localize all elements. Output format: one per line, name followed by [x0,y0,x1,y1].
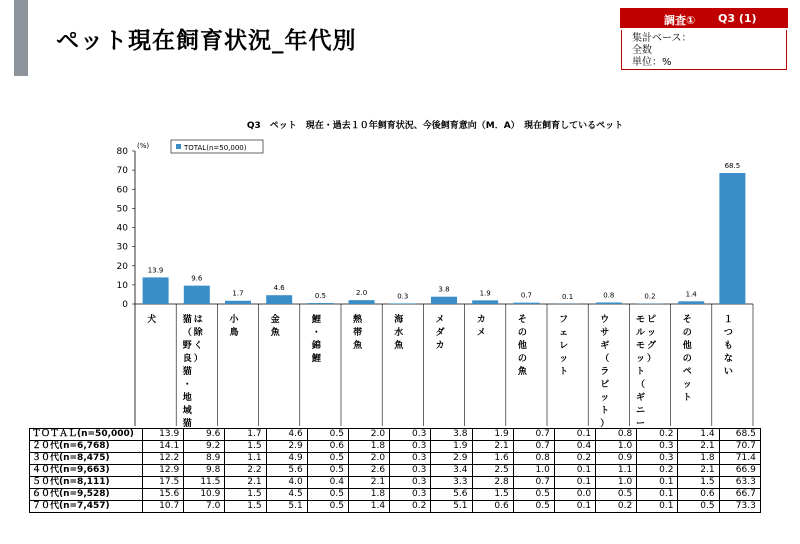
category-label: 鯉・錦鯉 [311,315,321,364]
bar [596,302,622,304]
table-cell: 0.5 [307,453,348,465]
table-cell: 1.5 [225,441,266,453]
table-cell: 2.0 [348,429,389,441]
table-cell: 0.1 [554,465,595,477]
table-cell: 7.0 [184,501,225,513]
y-axis-unit: (%) [137,142,150,150]
table-cell: 12.9 [143,465,184,477]
table-cell: 0.0 [554,489,595,501]
legend-label: TOTAL(n=50,000) [184,144,247,152]
bar [513,303,539,304]
table-cell: 0.3 [637,441,678,453]
table-cell: 3.4 [431,465,472,477]
table-cell: 1.9 [472,429,513,441]
category-label: 海水魚 [394,315,404,351]
table-cell: 11.5 [184,477,225,489]
bar [143,277,169,304]
category-label: ピッグ） [646,315,657,364]
table-cell: 1.4 [348,501,389,513]
row-label: ５０代(n=8,111) [30,477,143,489]
meta-base: 集計ベース： [632,33,692,44]
table-cell: 0.2 [637,465,678,477]
table-cell: 9.2 [184,441,225,453]
table-cell: 2.9 [266,441,307,453]
table-cell: 2.0 [348,453,389,465]
table-cell: 4.9 [266,453,307,465]
table-cell: 0.9 [596,453,637,465]
table-cell: 1.7 [225,429,266,441]
table-cell: 4.5 [266,489,307,501]
category-label: フェレット [559,315,569,377]
data-label: 1.9 [479,289,491,298]
table-cell: 1.5 [225,489,266,501]
table-cell: 2.1 [225,477,266,489]
table-cell: 9.8 [184,465,225,477]
table-cell: 1.5 [678,477,719,489]
y-tick-label: 10 [116,280,128,291]
data-label: 9.6 [191,274,203,283]
row-label: ２０代(n=6,768) [30,441,143,453]
y-tick-label: 30 [116,242,128,253]
table-cell: 5.6 [266,465,307,477]
row-label: ６０代(n=9,528) [30,489,143,501]
table-cell: 3.3 [431,477,472,489]
table-cell: 2.5 [472,465,513,477]
table-cell: 0.1 [554,477,595,489]
table-cell: 0.5 [307,501,348,513]
data-label: 0.2 [644,292,656,301]
table-cell: 5.6 [431,489,472,501]
y-tick-label: 60 [116,185,128,196]
table-cell: 13.9 [143,429,184,441]
table-cell: 1.0 [513,465,554,477]
table-cell: 10.7 [143,501,184,513]
table-cell: 0.3 [390,477,431,489]
table-cell: 5.1 [266,501,307,513]
data-label: 3.8 [438,285,450,294]
table-row [30,429,761,441]
table-cell: 1.5 [472,489,513,501]
table-cell: 0.3 [390,429,431,441]
row-label: ４０代(n=9,663) [30,465,143,477]
table-cell: 1.6 [472,453,513,465]
table-cell: 4.6 [266,429,307,441]
bar [678,301,704,304]
table-cell: 0.1 [554,501,595,513]
row-label: ７０代(n=7,457) [30,501,143,513]
category-label: カメ [476,315,486,338]
table-cell: 0.3 [390,465,431,477]
table-cell: 2.8 [472,477,513,489]
table-cell: 0.1 [554,429,595,441]
table-row [30,453,761,465]
table-cell: 0.2 [637,429,678,441]
table-cell: 0.4 [307,477,348,489]
y-tick-label: 40 [116,223,128,234]
data-table [29,428,761,513]
category-label: 熱帯魚 [353,315,363,351]
table-cell: 68.5 [719,429,760,441]
table-cell: 5.1 [431,501,472,513]
meta-all: 全数 [632,45,652,56]
data-label: 2.0 [356,289,368,298]
data-label: 0.7 [520,291,532,300]
legend [171,140,263,153]
table-cell: 1.1 [225,453,266,465]
table-cell: 0.3 [637,453,678,465]
table-cell: 1.1 [596,465,637,477]
row-label: ３０代(n=8,475) [30,453,143,465]
table-cell: 1.4 [678,429,719,441]
table-cell: 2.1 [472,441,513,453]
y-tick-label: 80 [116,147,128,157]
table-cell: 1.8 [678,453,719,465]
table-cell: 0.1 [637,489,678,501]
meta-unit: 単位：% [632,57,672,68]
table-cell: 1.0 [596,477,637,489]
table-cell: 15.6 [143,489,184,501]
table-cell: 0.1 [637,477,678,489]
bar [431,297,457,304]
table-cell: 0.3 [390,441,431,453]
table-cell: 17.5 [143,477,184,489]
table-cell: 0.5 [678,501,719,513]
y-tick-label: 50 [116,204,128,215]
data-label: 68.5 [724,161,741,170]
category-label: モルモット（ギニー [635,315,646,429]
table-cell: 0.5 [596,489,637,501]
category-label: １つもない [723,315,733,377]
survey-label: 調査① [664,14,696,27]
data-label: 1.7 [232,289,244,298]
table-cell: 66.9 [719,465,760,477]
bar [184,286,210,304]
table-cell: 0.4 [554,441,595,453]
table-cell: 0.7 [513,477,554,489]
legend-swatch [176,144,181,149]
table-cell: 0.1 [637,501,678,513]
chart-title: Q3 ペット 現在・過去１０年飼育状況、今後飼育意向（M．A） 現在飼育しているペット [246,121,624,131]
table-cell: 73.3 [719,501,760,513]
data-label: 13.9 [147,266,164,275]
table-cell: 14.1 [143,441,184,453]
table-cell: 0.6 [472,501,513,513]
table-cell: 0.2 [390,501,431,513]
table-cell: 0.5 [307,429,348,441]
table-cell: 70.7 [719,441,760,453]
y-tick-label: 70 [116,166,128,177]
bar [349,300,375,304]
category-label: 金魚 [270,315,280,338]
table-cell: 0.3 [390,489,431,501]
table-cell: 8.9 [184,453,225,465]
table-cell: 71.4 [719,453,760,465]
bar [307,303,333,304]
table-cell: 2.6 [348,465,389,477]
row-label: ＴＯＴＡＬ(n=50,000) [30,429,143,441]
table-cell: 0.2 [554,453,595,465]
category-label: ウサギ（ラビット） [600,315,610,429]
table-cell: 4.0 [266,477,307,489]
table-cell: 0.8 [513,453,554,465]
data-label: 0.1 [562,292,574,301]
y-tick-label: 0 [122,300,128,310]
table-cell: 0.7 [513,429,554,441]
table-cell: 1.0 [596,441,637,453]
table-cell: 3.8 [431,429,472,441]
category-label: 猫（野良猫・地域猫 [182,315,192,429]
table-cell: 0.7 [513,441,554,453]
table-cell: 0.5 [307,489,348,501]
table-cell: 0.6 [678,489,719,501]
table-cell: 1.8 [348,489,389,501]
table-cell: 0.5 [513,489,554,501]
data-label: 0.8 [603,291,615,300]
category-label: その他のペット [682,315,692,403]
table-cell: 1.5 [225,501,266,513]
table-cell: 2.1 [348,477,389,489]
data-label: 1.4 [685,290,697,299]
y-tick-label: 20 [116,261,128,272]
page-title: ペット現在飼育状況_年代別 [56,28,357,54]
table-cell: 0.6 [307,441,348,453]
category-label: メダカ [435,315,445,351]
table-cell: 0.5 [307,465,348,477]
bar [472,300,498,304]
table-cell: 2.9 [431,453,472,465]
table-cell: 0.5 [513,501,554,513]
table-cell: 10.9 [184,489,225,501]
table-cell: 66.7 [719,489,760,501]
bar [225,301,251,304]
table-cell: 0.2 [596,501,637,513]
table-row [30,489,761,501]
category-label: 小鳥 [229,315,239,338]
table-cell: 2.2 [225,465,266,477]
bar [390,303,416,304]
bar [719,173,745,304]
table-row [30,477,761,489]
table-row [30,465,761,477]
category-label: その他の魚 [517,315,527,377]
table-cell: 0.8 [596,429,637,441]
question-label: Q3 (1) [718,12,757,25]
table-cell: 0.3 [390,453,431,465]
category-label: 犬 [147,315,157,325]
table-cell: 1.9 [431,441,472,453]
table-cell: 2.1 [678,441,719,453]
table-cell: 12.2 [143,453,184,465]
data-label: 0.5 [314,292,326,301]
table-row [30,501,761,513]
bar [266,295,292,304]
table-row [30,441,761,453]
category-label: は除く） [193,315,203,364]
data-label: 0.3 [397,292,409,301]
table-cell: 9.6 [184,429,225,441]
data-label: 4.6 [273,284,285,293]
table-cell: 1.8 [348,441,389,453]
table-cell: 63.3 [719,477,760,489]
table-cell: 2.1 [678,465,719,477]
